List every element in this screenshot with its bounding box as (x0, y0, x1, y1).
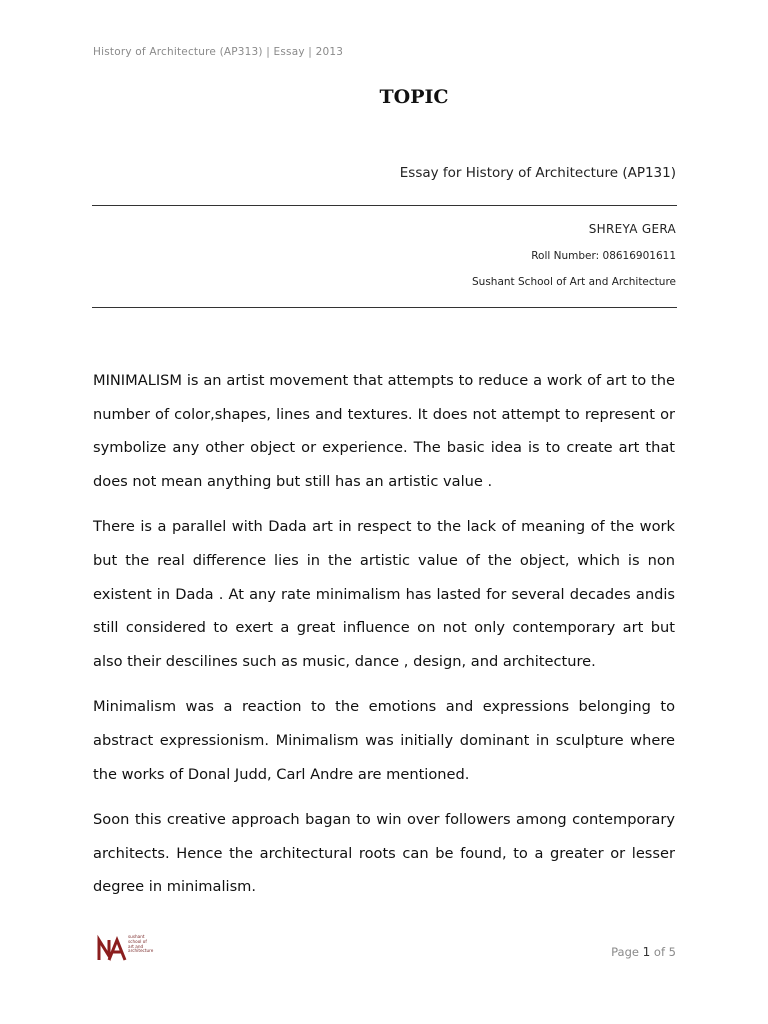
page-number (611, 945, 676, 959)
page-separator: of (653, 945, 666, 959)
paragraph-3: Minimalism was a reaction to the emotions and expressions belonging to abstract expressionism. Minimalism was initially dominant in sculpture where the works of Donal Judd, Carl Andre are mentioned. (93, 698, 675, 783)
paragraph-4: Soon this creative approach bagan to win over followers among contemporary architects. Hence the architectural roots can be found, to a greater or lesser degree in minimalism. (93, 811, 675, 896)
paragraph-1: MINIMALISM is an artist movement that attempts to reduce a work of art to the number of color,shapes, lines and textures. It does not attempt to represent or symbolize any other object or experience. The basic idea is to create art that does not mean anything but still has an artistic value . (93, 372, 675, 490)
bottom-divider (92, 307, 677, 308)
page-prefix: Page (611, 945, 639, 959)
school-name: Sushant School of Art and Architecture (472, 276, 676, 288)
roll-number: Roll Number: 08616901611 (531, 250, 676, 262)
school-logo-text (128, 935, 153, 954)
top-divider (92, 205, 677, 206)
page-total: 5 (668, 945, 676, 959)
paragraph-2: There is a parallel with Dada art in respect to the lack of meaning of the work but the real difference lies in the artistic value of the object, which is non existent in Dada . At any rate minimalism has lasted for several decades andis still considered to exert a great influence on not only contemporary art but also their descilines such as music, dance , design, and architecture. (93, 518, 675, 670)
logo-line: sushant (128, 934, 145, 939)
logo-line: architecture (128, 948, 154, 954)
logo-line: school of (128, 938, 147, 944)
page-title: TOPIC (379, 86, 449, 108)
page-current: 1 (642, 945, 651, 959)
logo-line: art and (128, 943, 144, 949)
essay-body (93, 364, 675, 916)
running-header: History of Architecture (AP313) | Essay | 2013 (93, 46, 344, 58)
author-name: SHREYA GERA (588, 222, 676, 236)
essay-subtitle: Essay for History of Architecture (AP131) (399, 165, 676, 181)
